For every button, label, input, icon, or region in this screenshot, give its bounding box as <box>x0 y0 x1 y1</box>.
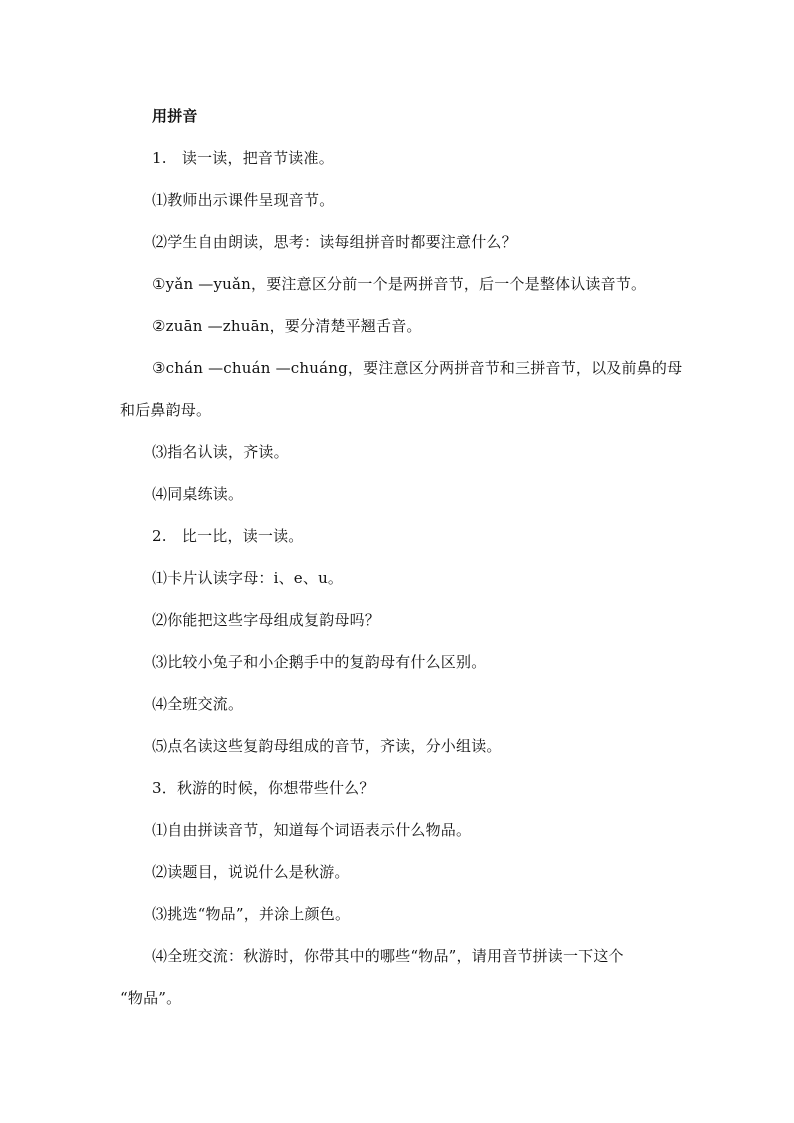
paragraph-line: ②zuān —zhuān，要分清楚平翘舌音。 <box>152 317 422 335</box>
paragraph-line: ⑶指名认读，齐读。 <box>152 443 289 461</box>
section-heading-2: 2. 比一比，读一读。 <box>152 527 304 545</box>
section-heading-3: 3．秋游的时候，你想带些什么？ <box>152 779 375 797</box>
paragraph-line: ⑵你能把这些字母组成复韵母吗？ <box>152 611 381 629</box>
paragraph-line: ⑴卡片认读字母：i、e、u。 <box>152 569 344 587</box>
paragraph-line: ⑶挑选“物品”，并涂上颜色。 <box>152 905 351 923</box>
paragraph-line: ⑶比较小兔子和小企鹅手中的复韵母有什么区别。 <box>152 653 487 671</box>
paragraph-line: ⑵学生自由朗读，思考：读每组拼音时都要注意什么？ <box>152 233 517 251</box>
paragraph-line: ⑴教师出示课件呈现音节。 <box>152 191 335 209</box>
paragraph-line: ⑷同桌练读。 <box>152 485 244 503</box>
section-heading-1: 1. 读一读，把音节读准。 <box>152 149 334 167</box>
paragraph-line: ⑷全班交流。 <box>152 695 244 713</box>
paragraph-line: ⑸点名读这些复韵母组成的音节，齐读，分小组读。 <box>152 737 502 755</box>
paragraph-line: ⑴自由拼读音节，知道每个词语表示什么物品。 <box>152 821 472 839</box>
paragraph-line: ③chán —chuán —chuáng，要注意区分两拼音节和三拼音节，以及前鼻的母 <box>152 359 683 377</box>
document-title: 用拼音 <box>152 107 198 125</box>
paragraph-line: ①yǎn —yuǎn，要注意区分前一个是两拼音节，后一个是整体认读音节。 <box>152 275 647 293</box>
paragraph-line-continuation: “物品”。 <box>120 989 182 1007</box>
paragraph-line-continuation: 和后鼻韵母。 <box>120 401 212 419</box>
paragraph-line: ⑵读题目，说说什么是秋游。 <box>152 863 350 881</box>
paragraph-line: ⑷全班交流：秋游时，你带其中的哪些“物品”，请用音节拼读一下这个 <box>152 947 624 965</box>
